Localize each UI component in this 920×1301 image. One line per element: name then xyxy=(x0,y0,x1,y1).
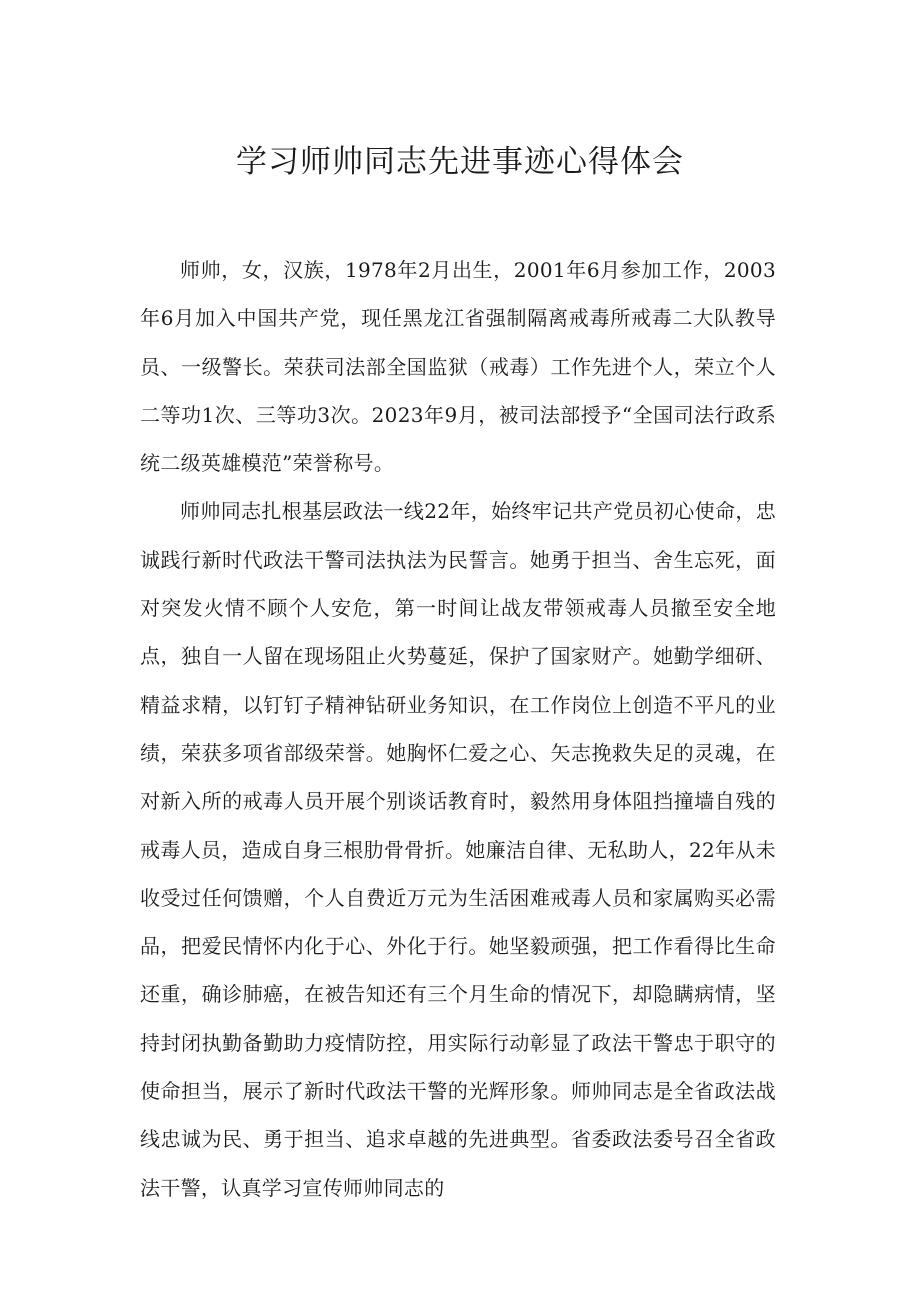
document-body xyxy=(140,246,776,1212)
paragraph-deeds: 师帅同志扎根基层政法一线22年，始终牢记共产党员初心使命，忠诚践行新时代政法干警司法执法为民誓言。她勇于担当、舍生忘死，面对突发火情不顾个人安危，第一时间让战友带领戒毒人员撤至安全地点，独自一人留在现场阻止火势蔓延，保护了国家财产。她勤学细研、精益求精，以钉钉子精神钻研业务知识，在工作岗位上创造不平凡的业绩，荣获多项省部级荣誉。她胸怀仁爱之心、矢志挽救失足的灵魂，在对新入所的戒毒人员开展个别谈话教育时，毅然用身体阻挡撞墙自残的戒毒人员，造成自身三根肋骨骨折。她廉洁自律、无私助人，22年从未收受过任何馈赠，个人自费近万元为生活困难戒毒人员和家属购买必需品，把爱民情怀内化于心、外化于行。她坚毅顽强，把工作看得比生命还重，确诊肺癌，在被告知还有三个月生命的情况下，却隐瞒病情，坚持封闭执勤备勤助力疫情防控，用实际行动彰显了政法干警忠于职守的使命担当，展示了新时代政法干警的光辉形象。师帅同志是全省政法战线忠诚为民、勇于担当、追求卓越的先进典型。省委政法委号召全省政法干警，认真学习宣传师帅同志的 xyxy=(140,499,776,1200)
paragraph-biography: 师帅，女，汉族，1978年2月出生，2001年6月参加工作，2003年6月加入中国共产党，现任黑龙江省强制隔离戒毒所戒毒二大队教导员、一级警长。荣获司法部全国监狱（戒毒）工作先进个人，荣立个人二等功1次、三等功3次。2023年9月，被司法部授予“全国司法行政系统二级英雄模范”荣誉称号。 xyxy=(140,258,776,476)
document-title: 学习师帅同志先进事迹心得体会 xyxy=(236,144,684,180)
